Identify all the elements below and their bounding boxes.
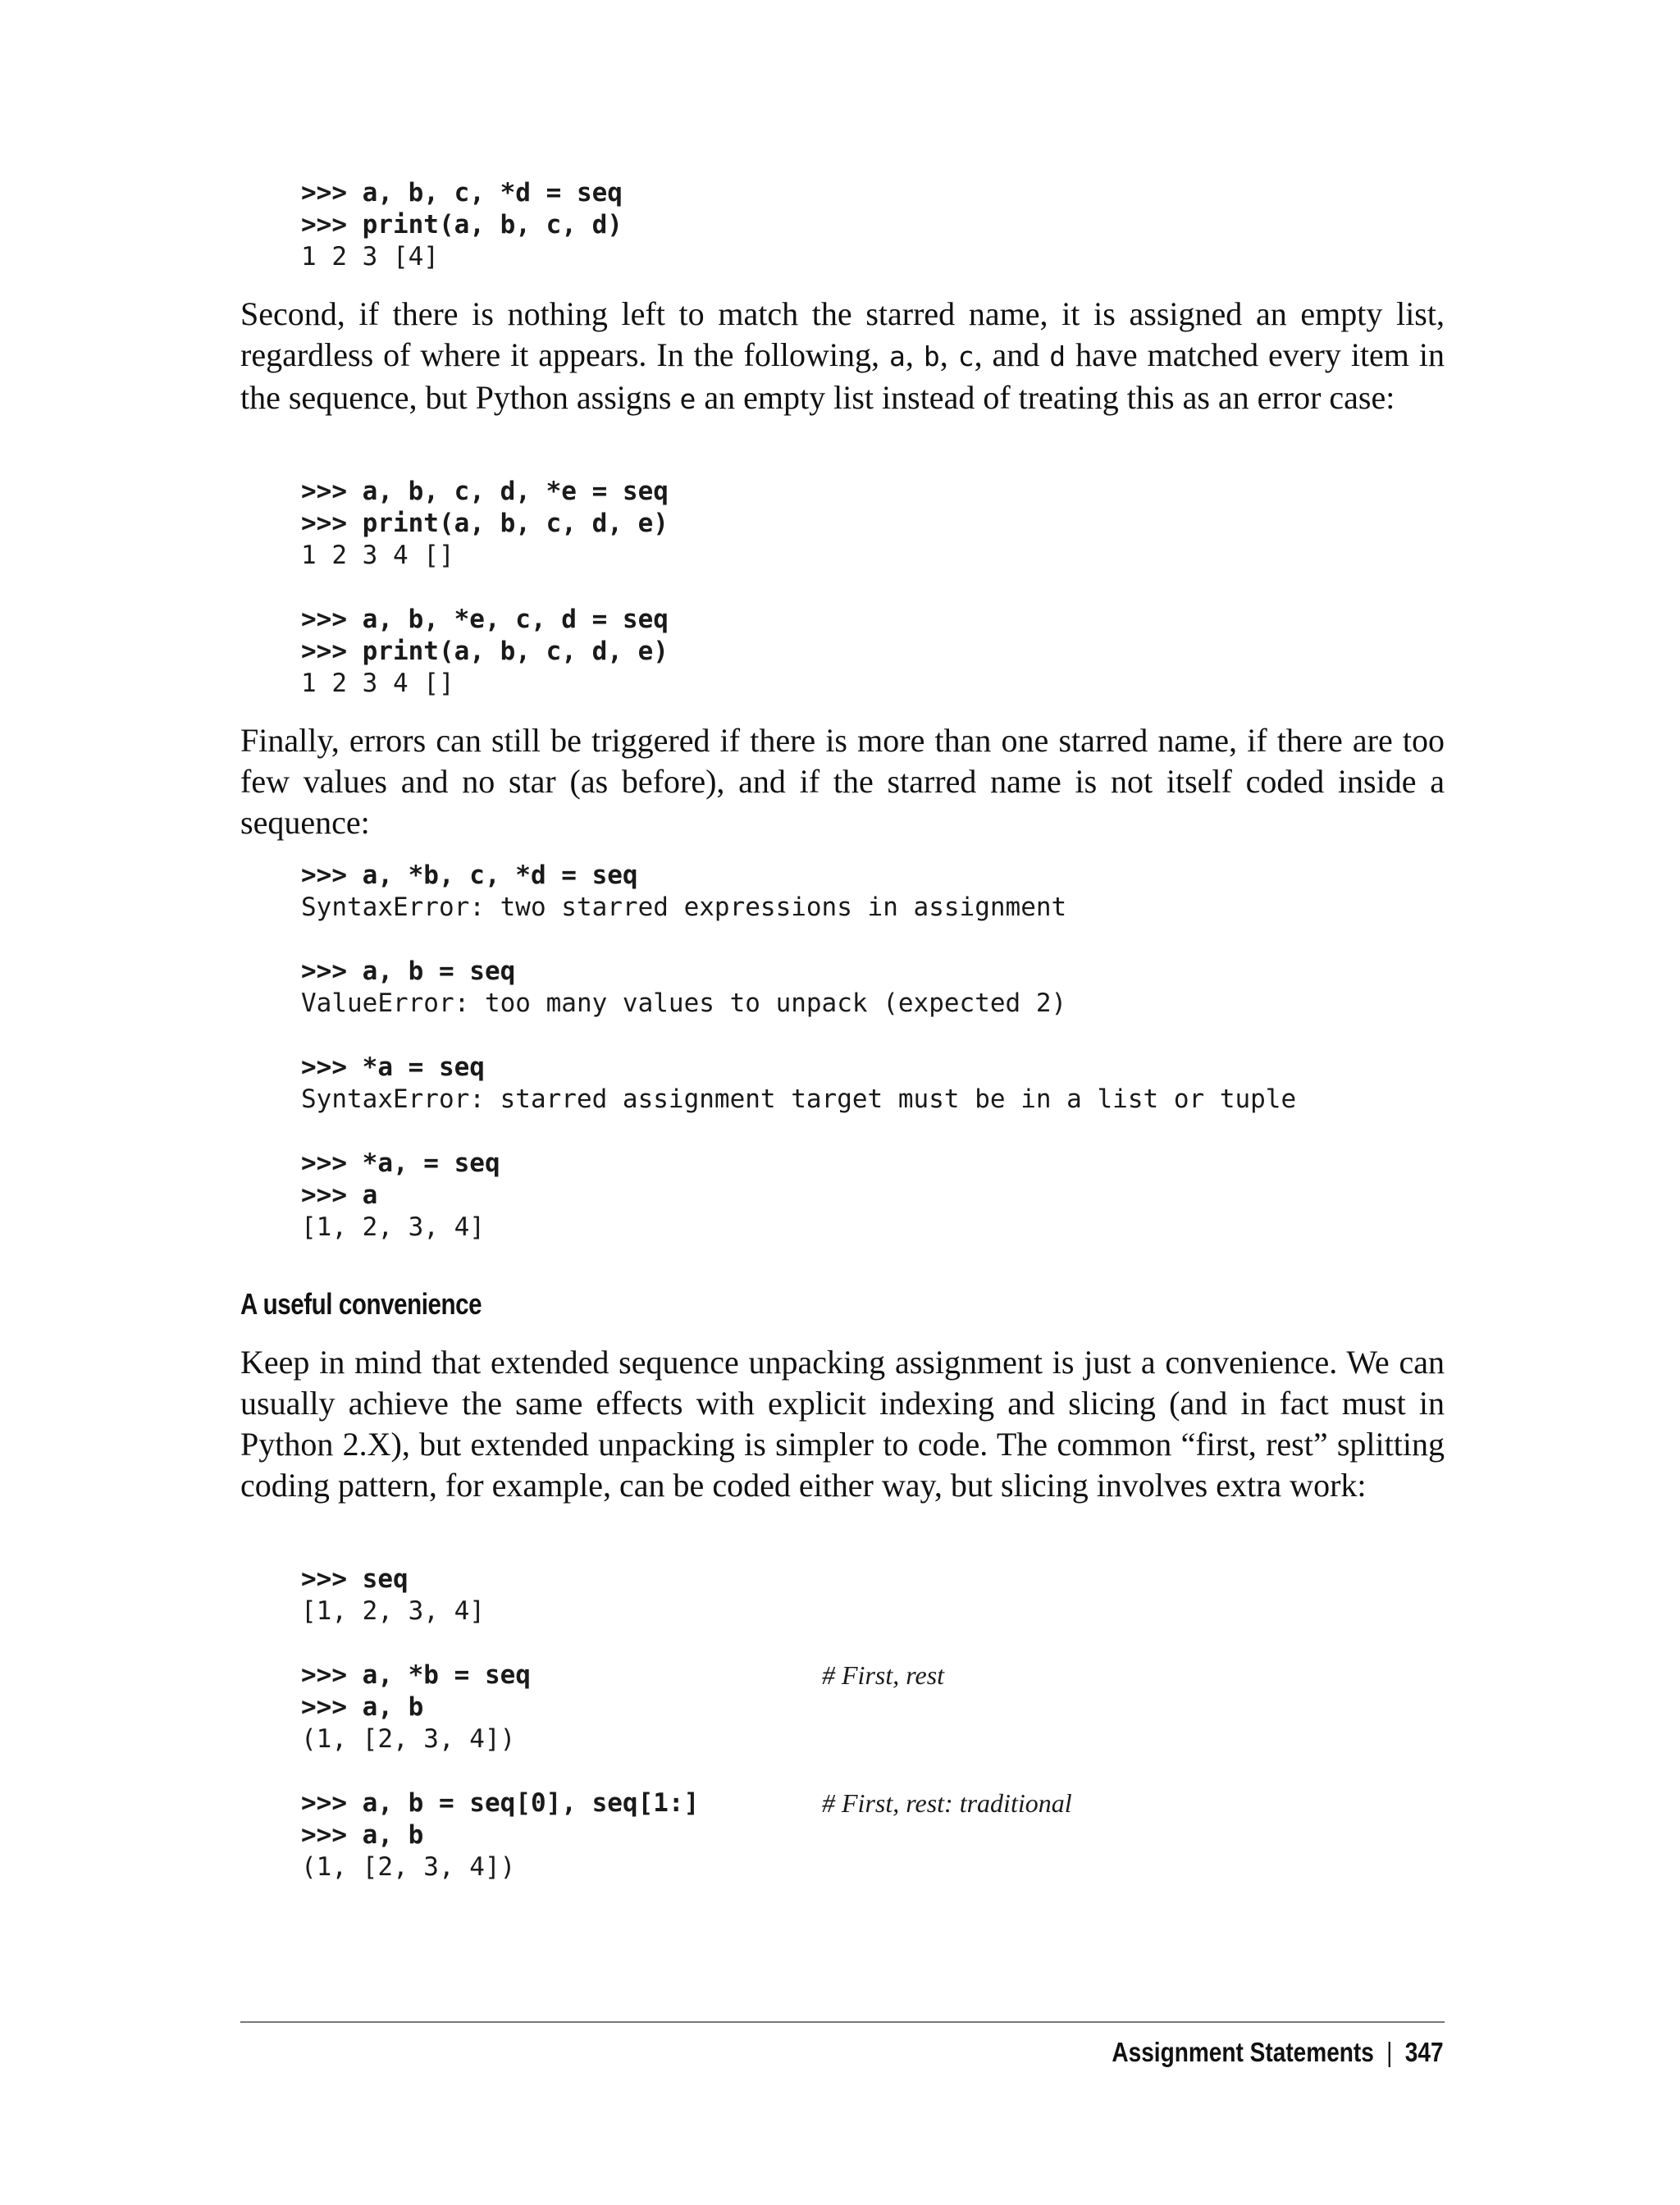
- code-line: >>> *a, = seq: [301, 1148, 500, 1178]
- paragraph-empty-list: [240, 294, 1445, 420]
- code-comment: # First, rest: [822, 1660, 945, 1690]
- page-number: 347: [1405, 2037, 1444, 2067]
- inline-code: b: [923, 340, 940, 372]
- inline-code: e: [679, 383, 696, 415]
- code-comment: # First, rest: traditional: [822, 1788, 1072, 1818]
- inline-code: a: [889, 340, 906, 372]
- code-output: (1, [2, 3, 4]): [301, 1724, 516, 1754]
- code-line-with-comment: [301, 1659, 1449, 1691]
- paragraph-errors: Finally, errors can still be triggered if there is more than one starred name, if there are too few values and no star (as before), and if the starred name is not itself coded inside a sequence:: [240, 722, 1445, 841]
- code-line: >>> a, b: [301, 1692, 424, 1722]
- code-output: [1, 2, 3, 4]: [301, 1212, 485, 1242]
- code-output: (1, [2, 3, 4]): [301, 1852, 516, 1882]
- code-line: >>> a, b = seq: [301, 956, 516, 986]
- code-block-first-rest: [301, 1564, 1449, 1883]
- footer-rule: [240, 2021, 1445, 2023]
- code-line: >>> a: [301, 1180, 378, 1210]
- code-output: SyntaxError: two starred expressions in assignment: [301, 892, 1067, 922]
- code-line: >>> a, b, *e, c, d = seq: [301, 605, 669, 634]
- code-line: >>> a, b, c, d, *e = seq: [301, 477, 669, 506]
- code-line: >>> print(a, b, c, d): [301, 210, 623, 240]
- code-block-star-end: [301, 177, 1449, 273]
- paragraph-convenience: Keep in mind that extended sequence unpacking assignment is just a convenience. We can usually achieve the same effects with explicit indexing and slicing (and in fact must in Python 2.X), but extended unpacking is simpler to code. The common “first, rest” splitting coding pattern, for example, can be coded either way, but slicing involves extra work:: [240, 1344, 1445, 1504]
- inline-code: d: [1049, 340, 1066, 372]
- code-block-errors: [301, 860, 1449, 1244]
- code-line: >>> print(a, b, c, d, e): [301, 637, 669, 666]
- code-output: 1 2 3 4 []: [301, 669, 454, 698]
- code-line: >>> a, b, c, *d = seq: [301, 178, 623, 208]
- code-output: 1 2 3 4 []: [301, 541, 454, 570]
- footer-separator: |: [1386, 2037, 1393, 2067]
- code-output: [1, 2, 3, 4]: [301, 1596, 485, 1626]
- text-run: Second, if there is nothing left to match the starred name, it is assigned an empty list, regardless of where it appears. In the following,: [240, 295, 1445, 373]
- section-heading: A useful convenience: [240, 1287, 482, 1321]
- code-line: >>> print(a, b, c, d, e): [301, 509, 669, 538]
- text-run: an empty list instead of treating this as an error case:: [696, 379, 1395, 416]
- footer-section-title: Assignment Statements: [1112, 2037, 1375, 2067]
- code-line-with-comment: [301, 1787, 1449, 1819]
- code-output: 1 2 3 [4]: [301, 242, 439, 272]
- text-run: have matched every item in the sequence, but Python assigns: [240, 336, 1445, 416]
- code-line: >>> a, *b, c, *d = seq: [301, 861, 638, 890]
- code-output: ValueError: too many values to unpack (expected 2): [301, 988, 1067, 1018]
- page-footer: [1112, 2036, 1444, 2069]
- text-run: ,: [939, 336, 958, 373]
- code-text: >>> a, b = seq[0], seq[1:]: [301, 1788, 700, 1818]
- inline-code: c: [957, 340, 975, 372]
- code-line: >>> *a = seq: [301, 1052, 485, 1082]
- text-run: ,: [905, 336, 924, 373]
- code-block-empty-star: [301, 476, 1449, 700]
- code-text: >>> a, *b = seq: [301, 1660, 531, 1690]
- text-run: , and: [974, 336, 1050, 373]
- code-line: >>> seq: [301, 1564, 409, 1594]
- code-line: >>> a, b: [301, 1820, 424, 1850]
- code-output: SyntaxError: starred assignment target must be in a list or tuple: [301, 1084, 1297, 1114]
